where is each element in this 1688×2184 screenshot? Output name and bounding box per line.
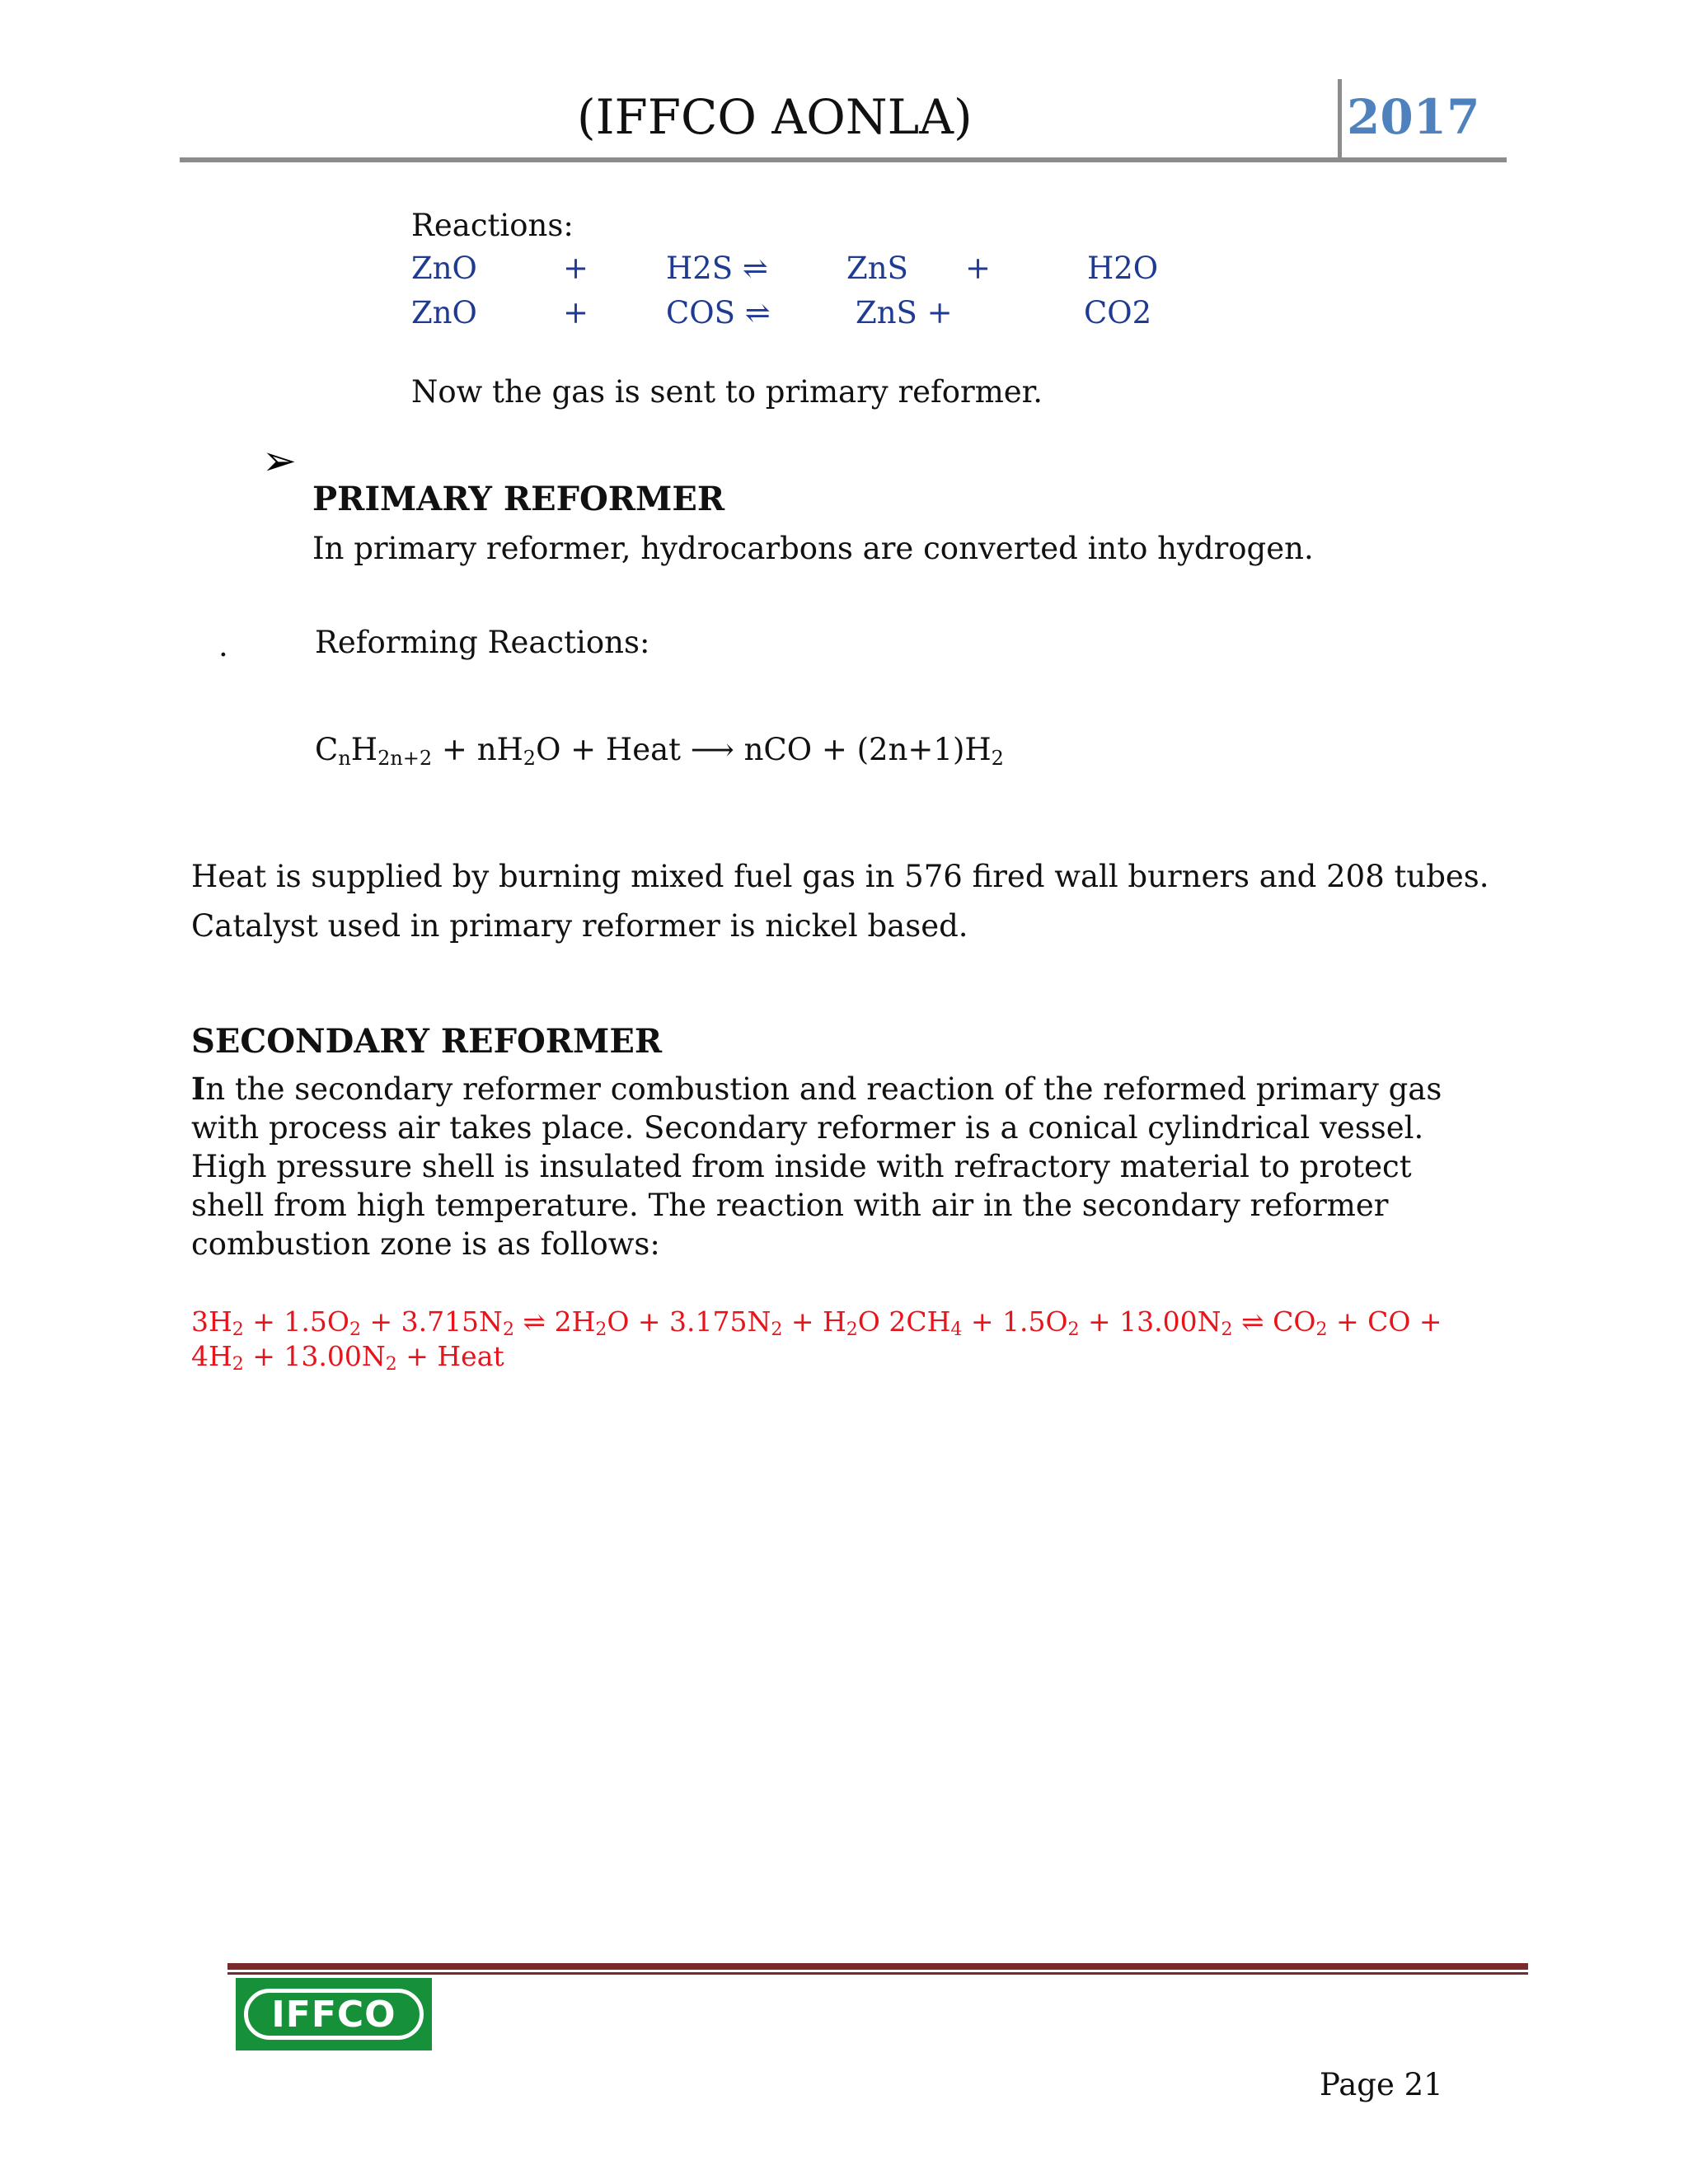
secondary-reformer-equation: $3H_2 + 1.5O_2 + 3.715N_2$ ⇌ $2H_2O + 3.175N_2 + H_2O$ $2CH_4 + 1.5O_2 + 13.00N_2$ ⇌ $CO_2$ + CO + $4H_2 + 13.00N_2$ + Heat [191,1305,1442,1375]
reaction-term: ZnO [411,295,477,330]
page-number: Page 21 [1320,2067,1443,2102]
reaction-term: H2O [1087,251,1159,286]
logo-background [236,1978,432,2050]
reaction-term: + [563,295,589,330]
reactions-label: Reactions: [411,208,574,243]
reaction-term: ZnO [411,251,477,286]
reaction-term: H2S ⇌ [666,251,768,286]
footer-rule [227,1963,1528,1970]
intro-line: Now the gas is sent to primary reformer. [411,374,1043,410]
catalyst-line: Catalyst used in primary reformer is nickel based. [191,908,968,944]
heat-supply-line: Heat is supplied by burning mixed fuel gas in 576 fired wall burners and 208 tubes. [191,859,1489,894]
primary-reformer-heading: PRIMARY REFORMER [312,480,725,518]
footer-rule-thin [227,1972,1528,1975]
header-title: (IFFCO AONLA) [577,89,973,145]
reaction-term: COS ⇌ [666,295,771,330]
reaction-term: ZnS [846,251,908,286]
iffco-logo [236,1978,434,2052]
reforming-equation: $C_nH_{2n+2} + nH_2O$ + Heat ⟶ nCO + $(2n+1)H_2$ [315,732,1004,770]
arrow-bullet-icon: ➢ [262,437,297,485]
header-rule [180,157,1507,162]
secondary-reformer-heading: SECONDARY REFORMER [191,1022,663,1061]
header-divider [1338,79,1342,162]
secondary-reformer-paragraph: In the secondary reformer combustion and reaction of the reformed primary gas with process air takes place. Secondary reformer is a conical cylindrical vessel. High pressure shell is insulated from inside with refractory material to protect shell from high temperature. The reaction with air in the secondary reformer combustion zone is as follows: [191,1071,1442,1262]
logo-text: IFFCO [271,1993,396,2036]
dot-marker: . [218,628,228,663]
logo-pill [244,1989,424,2040]
reaction-term: ZnS + [856,295,953,330]
reaction-term: CO2 [1084,295,1152,330]
reaction-term: + [563,251,589,286]
primary-reformer-description: In primary reformer, hydrocarbons are converted into hydrogen. [312,531,1314,566]
reforming-reactions-label: Reforming Reactions: [315,625,650,660]
header-year: 2017 [1347,89,1480,145]
reaction-term: + [965,251,992,286]
